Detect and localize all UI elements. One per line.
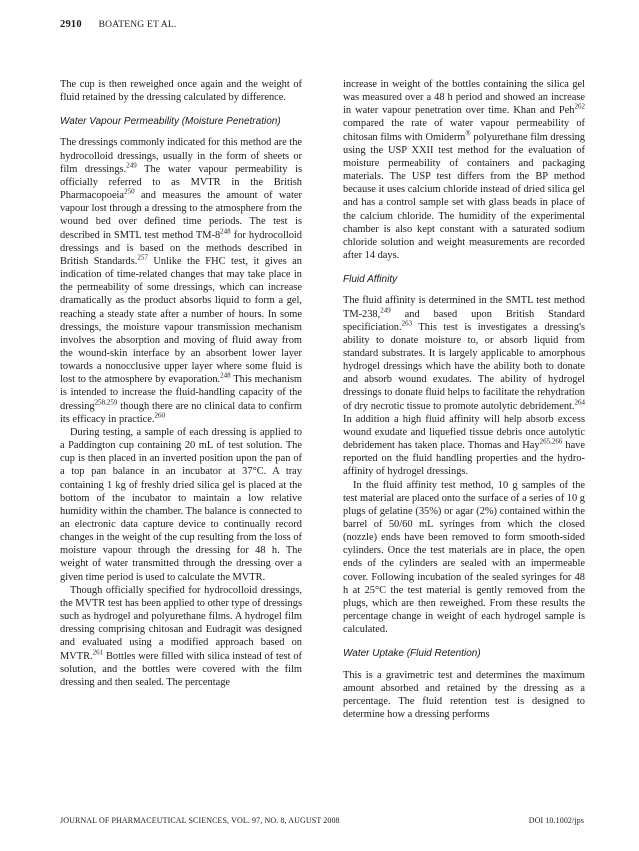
paragraph: increase in weight of the bottles containing the silica gel was measured over a 48 h period and showed an increase in water vapour penetration over time. Khan and Peh$^{262}$ compared the rate of water vapour permeability of chitosan films with Omiderm® polyurethane film dressing using the USP XXII test method for the evaluation of moisture permeability of containers and packaging materials. The USP test differs from the BP method because it uses calcium chloride instead of dried silica gel and has a control sample set with glass beads in place of the calcium chloride. The humidity of the experimental chamber is also kept constant with a saturated sodium chloride solution and weight measurements are recorded after 14 days. <box>343 79 586 262</box>
paragraph: The cup is then reweighed once again and the weight of fluid retained by the dressing calculated by difference. <box>60 79 302 104</box>
paragraph: The fluid affinity is determined in the SMTL test method TM-238,$^{249}$ and based upon British Standard specificiation.$^{263}$ This test is investigates a dressing's ability to donate moisture to, or absorb liquid from standard substrates. It is largely applicable to amorphous hydrogel dressings which have the ability both to donate and absorb wound exudates. The ability of hydrogel dressings to donate fluid helps to facilitate the rehydration of dry necrotic tissue to promote autolytic debridement.$^{264}$ In addition a high fluid affinity will help absorb excess wound exudate and liquefied tissue debris once autolytic debridement has taken place. Thomas and Hay$^{265,266}$ have reported on the fluid handling properties and the hydro-affinity of hydrogel dressings. <box>343 295 585 478</box>
paragraph: This is a gravimetric test and determines the maximum amount absorbed and retained by the dressing as a percentage. The fluid retention test is designed to determine how a dressing performs <box>343 669 585 721</box>
paragraph: During testing, a sample of each dressing is applied to a Paddington cup containing 20 mL of test solution. The cup is then placed in an inverted position upon the pan of a top pan balance in an incubator at 37°C. A tray containing 1 kg of freshly dried silica gel is placed at the bottom of the incubator to maintain a low relative humidity within the chamber. The balance is connected to an electronic data capture device to continually record changes in the weight of the cup resulting from the loss of moisture vapour through the dressing for 48 h. The weight of water transmitted through the dressing over a given time period is used to calculate the MVTR. <box>60 426 302 583</box>
citation: 261 <box>92 648 104 657</box>
doi: DOI 10.1002/jps <box>528 816 584 825</box>
citation: 248 <box>220 371 231 380</box>
journal-citation: JOURNAL OF PHARMACEUTICAL SCIENCES, VOL. 97, NO. 8, AUGUST 2008 <box>60 816 340 825</box>
citation: 263 <box>401 319 413 328</box>
running-authors: BOATENG ET AL. <box>98 20 177 30</box>
citation: 265,266 <box>539 437 563 446</box>
running-header <box>60 19 176 30</box>
paragraph: The dressings commonly indicated for this method are the hydrocolloid dressings, usually in the form of sheets or film dressings.$^{249}$ The water vapour permeability is officially referred to as MVTR in the British Pharmacopoeia$^{250}$ and measures the amount of water vapour lost through a dressing to the atmosphere from the wound bed over defined time periods. The test is described in SMTL test method $TM-8^{248}$ for hydrocolloid dressings and is based on the methods described in British Standards.$^{257}$ Unlike the FHC test, it gives an indication of time-related changes that may take place in the permeability of some dressings, which can increase dramatically as the product absorbs liquid to form a gel, reaching a steady state after a number of hours. In some dressings, the moisture vapour transmission mechanism involves the absorption and moving of fluid away from the wound-skin interface by an absorbent lower layer towards a nonocclusive upper layer where some fluid is lost to the atmosphere by evaporation.$^{248}$ This mechanism is intended to increase the fluid-handling capacity of the dressing$^{258,259}$ though there are no clinical data to confirm its efficacy in practice.$^{260}$ <box>60 137 303 425</box>
section-heading-fluid-affinity: Fluid Affinity <box>343 274 398 286</box>
paragraph: In the fluid affinity test method, 10 g samples of the test material are placed onto the surface of a series of 10 g plugs of gelatine (35%) or agar (2%) contained within the barrel of 50/60 mL syringes from which the closed (nozzle) ends have been removed to form smooth-sided cylinders. Once the test materials are in place, the open ends of the cylinders are sealed with an impermeable cover. Following incubation of the sealed syringes for 48 h at 25°C the test material is gently removed from the plugs, which are then reweighed. From these results the percentage change in weight of each hydrogel sample is calculated. <box>343 479 585 636</box>
section-heading-water-vapour-permeability: Water Vapour Permeability (Moisture Penetration) <box>60 116 281 128</box>
citation: 258,259 <box>94 398 118 407</box>
registered-mark: ® <box>465 129 471 138</box>
left-column <box>60 78 302 689</box>
page-number: 2910 <box>60 19 82 30</box>
right-column <box>343 78 585 721</box>
citation: 257 <box>137 253 148 262</box>
citation: 262 <box>574 102 585 111</box>
citation: 260 <box>154 411 165 420</box>
paragraph: Though officially specified for hydrocolloid dressings, the MVTR test has been applied to other type of dressings such as hydrogel and polyurethane films. A hydrogel film dressing comprising chitosan and Eudragit was designed and evaluated using a modified approach based on MVTR.$^{261}$ Bottles were filled with silica instead of test of solution, and the bottles were covered with the film dressing and then sealed. The percentage <box>60 584 302 688</box>
citation: 250 <box>124 187 135 196</box>
citation: 249 <box>126 161 137 170</box>
citation: 248 <box>220 227 231 236</box>
citation: 249 <box>380 306 391 315</box>
section-heading-water-uptake: Water Uptake (Fluid Retention) <box>343 648 481 660</box>
citation: 264 <box>574 398 585 407</box>
